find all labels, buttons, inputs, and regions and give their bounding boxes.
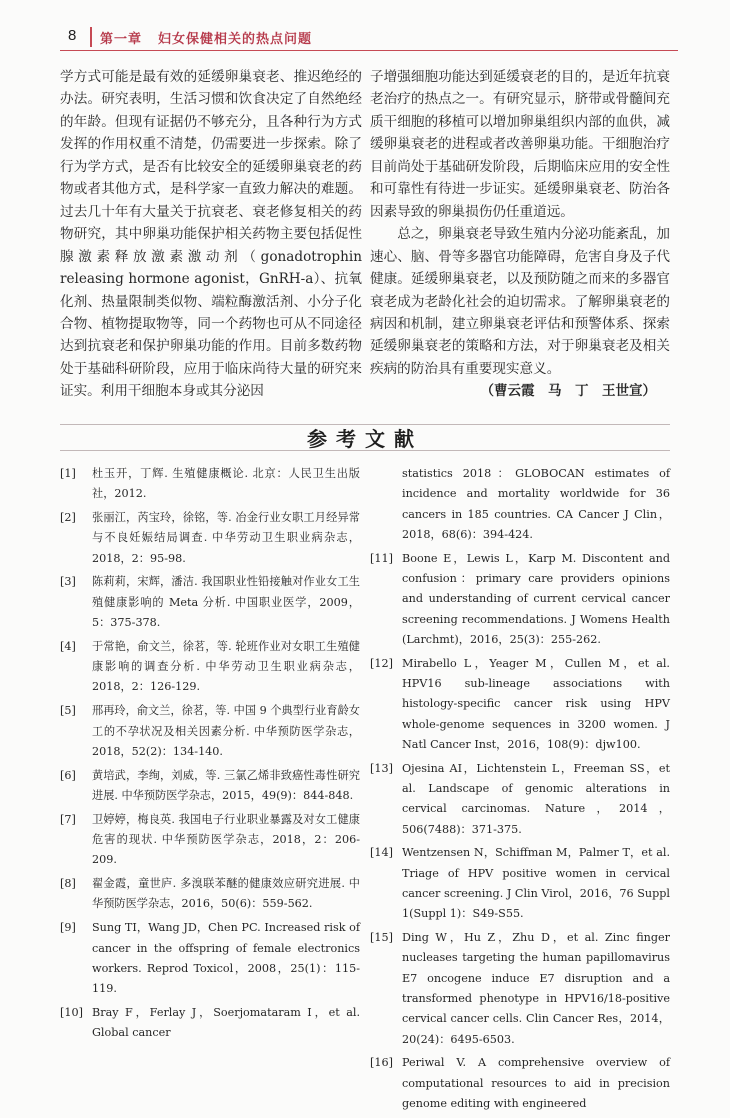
reference-text: Ojesina AI，Lichtenstein L，Freeman SS，et al. Landscape of genomic alterations in cervical carcinomas. Nature，2014，506(7488)：371-375. — [402, 761, 670, 836]
reference-text: Bray F，Ferlay J，Soerjomataram I，et al. Global cancer — [92, 1005, 360, 1040]
reference-text: 邢再玲，俞文兰，徐茗，等. 中国 9 个典型行业育龄女工的不孕状况及相关因素分析. 中华预防医学杂志，2018，52(2)：134-140. — [92, 704, 360, 758]
reference-text: 于常艳，俞文兰，徐茗，等. 轮班作业对女职工生殖健康影响的调查分析. 中华劳动卫生职业病杂志，2018，2：126-129. — [92, 639, 360, 694]
reference-text: 翟金霞，童世庐. 多溴联苯醚的健康效应研究进展. 中华预防医学杂志，2016，50(6)：559-562. — [92, 877, 360, 911]
reference-item — [370, 654, 670, 755]
reference-text: 陈莉莉，宋辉，潘洁. 我国职业性铅接触对作业女工生殖健康影响的 Meta 分析. 中国职业医学，2009，5：375-378. — [92, 575, 360, 630]
reference-item — [60, 637, 360, 698]
reference-item — [370, 928, 670, 1050]
reference-number: [8] — [60, 877, 76, 891]
reference-text: Periwal V. A comprehensive overview of computational resources to aid in precision genome editing with engineered — [402, 1056, 670, 1110]
reference-number: [16] — [370, 1056, 393, 1070]
reference-item — [60, 572, 360, 633]
header-rule — [60, 50, 678, 51]
references-list-left — [60, 464, 360, 1047]
body-column-left — [60, 66, 362, 403]
references-title: 参考文献 — [307, 427, 423, 451]
references-heading — [60, 416, 670, 458]
reference-item — [370, 464, 670, 545]
page-number: 8 — [68, 27, 77, 44]
reference-text: Ding W，Hu Z，Zhu D，et al. Zinc finger nucleases targeting the human papillomavirus E7 oncogene induce E7 disruption and a transformed phenotype in HPV16/18-positive cervical cancer cells. Clin Cancer Res，2014，20(24)：6495-6503. — [402, 931, 670, 1046]
chapter-title: 妇女保健相关的热点问题 — [158, 32, 313, 47]
reference-text: Sung TI，Wang JD，Chen PC. Increased risk of cancer in the offspring of female electronics workers. Reprod Toxicol，2008，25(1)：115-119. — [92, 921, 360, 996]
reference-number: [5] — [60, 704, 76, 718]
reference-item — [60, 1003, 360, 1044]
reference-number: [9] — [60, 921, 76, 935]
body-paragraph: 学方式可能是最有效的延缓卵巢衰老、推迟绝经的办法。研究表明，生活习惯和饮食决定了自然绝经的年龄。但现有证据仍不够充分，且各种行为方式发挥的作用权重不清楚，仍需要进一步探索。除了行为学方式，是否有比较安全的延缓卵巢衰老的药物或者其他方式，是科学家一直致力解决的难题。过去几十年有大量关于抗衰老、衰老修复相关的药物研究，其中卵巢功能保护相关药物主要包括促性腺激素释放激素激动剂（gonadotrophin releasing hormone agonist，GnRH-a）、抗氧化剂、热量限制类似物、端粒酶激活剂、小分子化合物、植物提取物等，同一个药物也可从不同途径达到抗衰老和保护卵巢功能的作用。目前多数药物处于基础科研阶段，应用于临床尚待大量的研究来证实。利用干细胞本身或其分泌因 — [60, 69, 362, 400]
reference-number: [7] — [60, 812, 76, 826]
header-separator — [90, 27, 92, 47]
chapter-label: 第一章 — [100, 32, 143, 47]
reference-item — [370, 843, 670, 924]
author-signature: （曹云霞 马 丁 王世宣） — [480, 383, 656, 400]
reference-item — [60, 766, 360, 807]
summary-paragraph: 总之，卵巢衰老导致生殖内分泌功能紊乱，加速心、脑、骨等多器官功能障碍，危害自身及子代健康。延缓卵巢衰老，以及预防随之而来的多器官衰老成为老龄化社会的迫切需求。了解卵巢衰老的病因和机制，建立卵巢衰老评估和预警体系、探索延缓卵巢衰老的策略和方法，对于卵巢衰老及相关疾病的防治具有重要现实意义。 — [370, 226, 670, 377]
reference-text: 黄培武，李绚，刘威，等. 三氯乙烯非致癌性毒性研究进展. 中华预防医学杂志，2015，49(9)：844-848. — [92, 768, 360, 802]
reference-text: Wentzensen N，Schiffman M，Palmer T，et al. Triage of HPV positive women in cervical cancer screening. J Clin Virol，2016，76 Suppl 1(Suppl 1)：S49-S55. — [402, 846, 670, 921]
reference-item — [370, 549, 670, 650]
reference-text: 杜玉开，丁辉. 生殖健康概论. 北京：人民卫生出版社，2012. — [92, 467, 360, 501]
reference-number: [12] — [370, 656, 393, 670]
reference-text: 卫婷婷，梅良英. 我国电子行业职业暴露及对女工健康危害的现状. 中华预防医学杂志，2018，2：206-209. — [92, 812, 360, 867]
reference-text: statistics 2018：GLOBOCAN estimates of incidence and mortality worldwide for 36 cancers in 185 countries. CA Cancer J Clin，2018，68(6)：394-424. — [402, 467, 670, 541]
body-paragraph: 子增强细胞功能达到延缓衰老的目的，是近年抗衰老治疗的热点之一。有研究显示，脐带或骨髓间充质干细胞的移植可以增加卵巢组织内部的血供，减缓卵巢衰老的进程或者改善卵巢功能。干细胞治疗目前尚处于基础研发阶段，后期临床应用的安全性和可靠性有待进一步证实。延缓卵巢衰老、防治各因素导致的卵巢损伤仍任重道远。 — [370, 69, 670, 220]
reference-item — [60, 701, 360, 762]
reference-number: [15] — [370, 931, 393, 945]
reference-number: [11] — [370, 551, 393, 565]
page-header — [60, 25, 678, 51]
reference-number: [6] — [60, 768, 76, 782]
references-list-right — [370, 464, 670, 1118]
divider — [60, 450, 670, 451]
reference-number: [3] — [60, 575, 76, 589]
body-column-right — [370, 66, 670, 403]
reference-item — [60, 464, 360, 505]
reference-number: [2] — [60, 511, 76, 525]
reference-item — [60, 810, 360, 871]
reference-number: [4] — [60, 639, 76, 653]
reference-number — [370, 464, 402, 545]
reference-number: [1] — [60, 467, 76, 480]
reference-item — [60, 918, 360, 999]
reference-text: 张丽江，芮宝玲，徐铭，等. 冶金行业女职工月经异常与不良妊娠结局调查. 中华劳动卫生职业病杂志，2018，2：95-98. — [92, 511, 360, 565]
reference-item — [60, 508, 360, 569]
reference-item — [370, 1053, 670, 1114]
reference-item — [60, 874, 360, 915]
reference-item — [370, 759, 670, 840]
reference-number: [14] — [370, 846, 393, 860]
reference-number: [13] — [370, 761, 393, 775]
reference-number: [10] — [60, 1005, 83, 1019]
reference-text: Mirabello L，Yeager M，Cullen M，et al. HPV16 sub-lineage associations with histology-specific cancer risk using HPV whole-genome sequences in 3200 women. J Natl Cancer Inst，2016，108(9)：djw100. — [402, 656, 670, 751]
reference-text: Boone E，Lewis L，Karp M. Discontent and confusion：primary care providers opinions and understanding of current cervical cancer screening recommendations. J Womens Health (Larchmt)，2016，25(3)：255-262. — [402, 551, 670, 646]
